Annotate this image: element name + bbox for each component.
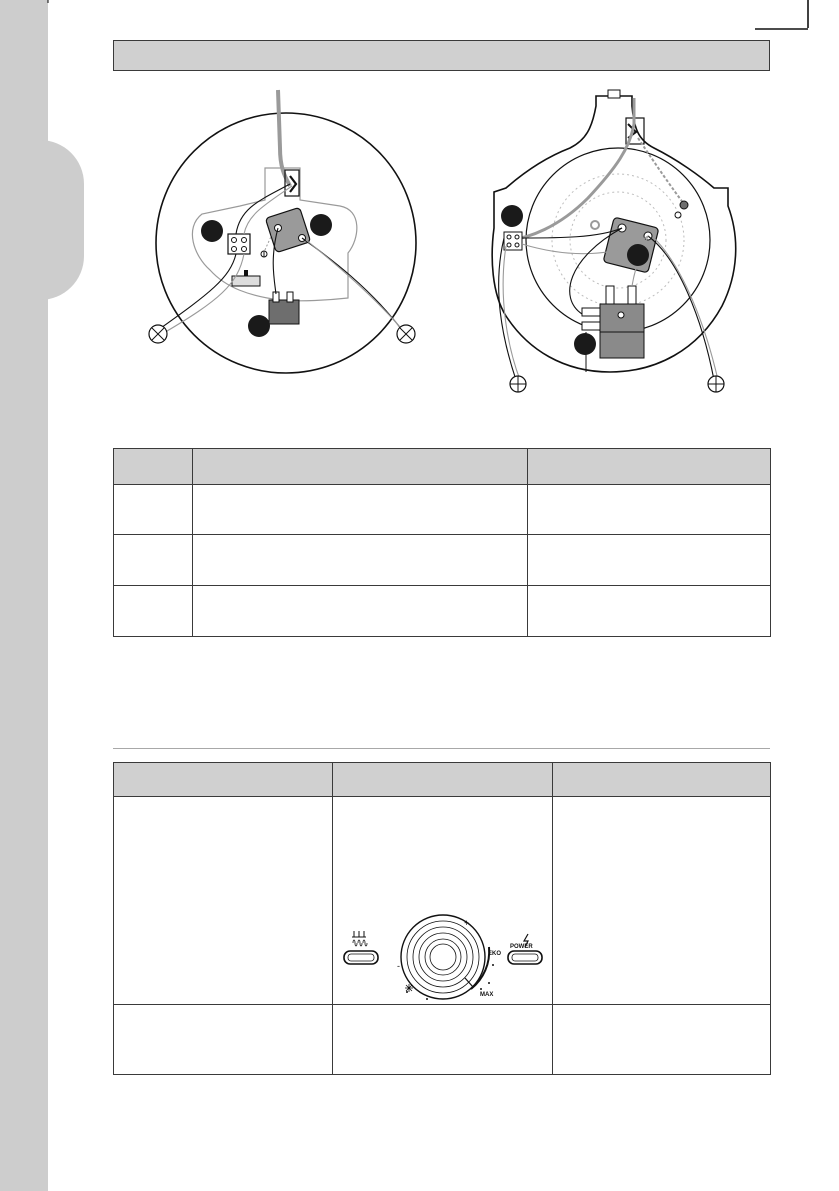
table-cell (528, 586, 771, 637)
table-cell (193, 586, 528, 637)
side-tab-notch (40, 140, 84, 300)
section-divider (113, 748, 770, 749)
table-1-header-cell (193, 449, 528, 485)
callout-dot (201, 220, 223, 242)
table-cell (528, 535, 771, 586)
wiring-diagram-left (140, 88, 430, 388)
heater-button (344, 931, 378, 964)
table-cell (114, 535, 193, 586)
callout-dot (501, 205, 523, 227)
table-cell (114, 586, 193, 637)
plus-sign: + (464, 918, 470, 928)
callout-dot (310, 214, 332, 236)
table-2-header-row (114, 763, 771, 797)
lamp-symbol-right (397, 325, 415, 343)
lamp-symbol-right (708, 376, 724, 392)
table-cell (114, 797, 333, 1005)
crop-mark (0, 0, 839, 30)
max-label: MAX (480, 992, 494, 998)
section-header-bar (113, 40, 770, 71)
callout-dot (574, 333, 596, 355)
table-cell (333, 1005, 553, 1075)
table-cell (528, 485, 771, 535)
eko-label: EKO (488, 951, 502, 957)
table-cell (193, 535, 528, 586)
table-row (114, 797, 771, 1005)
table-cell (114, 1005, 333, 1075)
table-1 (113, 448, 771, 637)
side-tab (0, 0, 48, 1191)
control-panel-cell (333, 797, 553, 1005)
table-2 (113, 762, 771, 1075)
minus-sign: - (397, 961, 400, 971)
power-label: POWER (510, 944, 533, 950)
table-cell (553, 1005, 771, 1075)
table-cell (193, 485, 528, 535)
table-1-header-cell (114, 449, 193, 485)
table-row (114, 535, 771, 586)
table-row (114, 485, 771, 535)
lamp-symbol-left (149, 325, 167, 343)
switch (232, 276, 260, 286)
control-panel-illustration (333, 797, 553, 1005)
wiring-diagram-right (488, 88, 743, 394)
table-2-header-cell (553, 763, 771, 797)
table-row (114, 586, 771, 637)
table-cell (114, 485, 193, 535)
table-1-header-row (114, 449, 771, 485)
table-cell (553, 797, 771, 1005)
element-connector (269, 300, 299, 324)
terminal-block (504, 232, 522, 250)
callout-dot (248, 315, 270, 337)
temperature-dial (401, 915, 494, 1000)
table-1-header-cell (528, 449, 771, 485)
table-2-header-cell (333, 763, 553, 797)
table-row (114, 1005, 771, 1075)
lamp-symbol-left (510, 376, 526, 392)
terminal-block (228, 234, 250, 254)
callout-dot (627, 244, 649, 266)
table-2-header-cell (114, 763, 333, 797)
